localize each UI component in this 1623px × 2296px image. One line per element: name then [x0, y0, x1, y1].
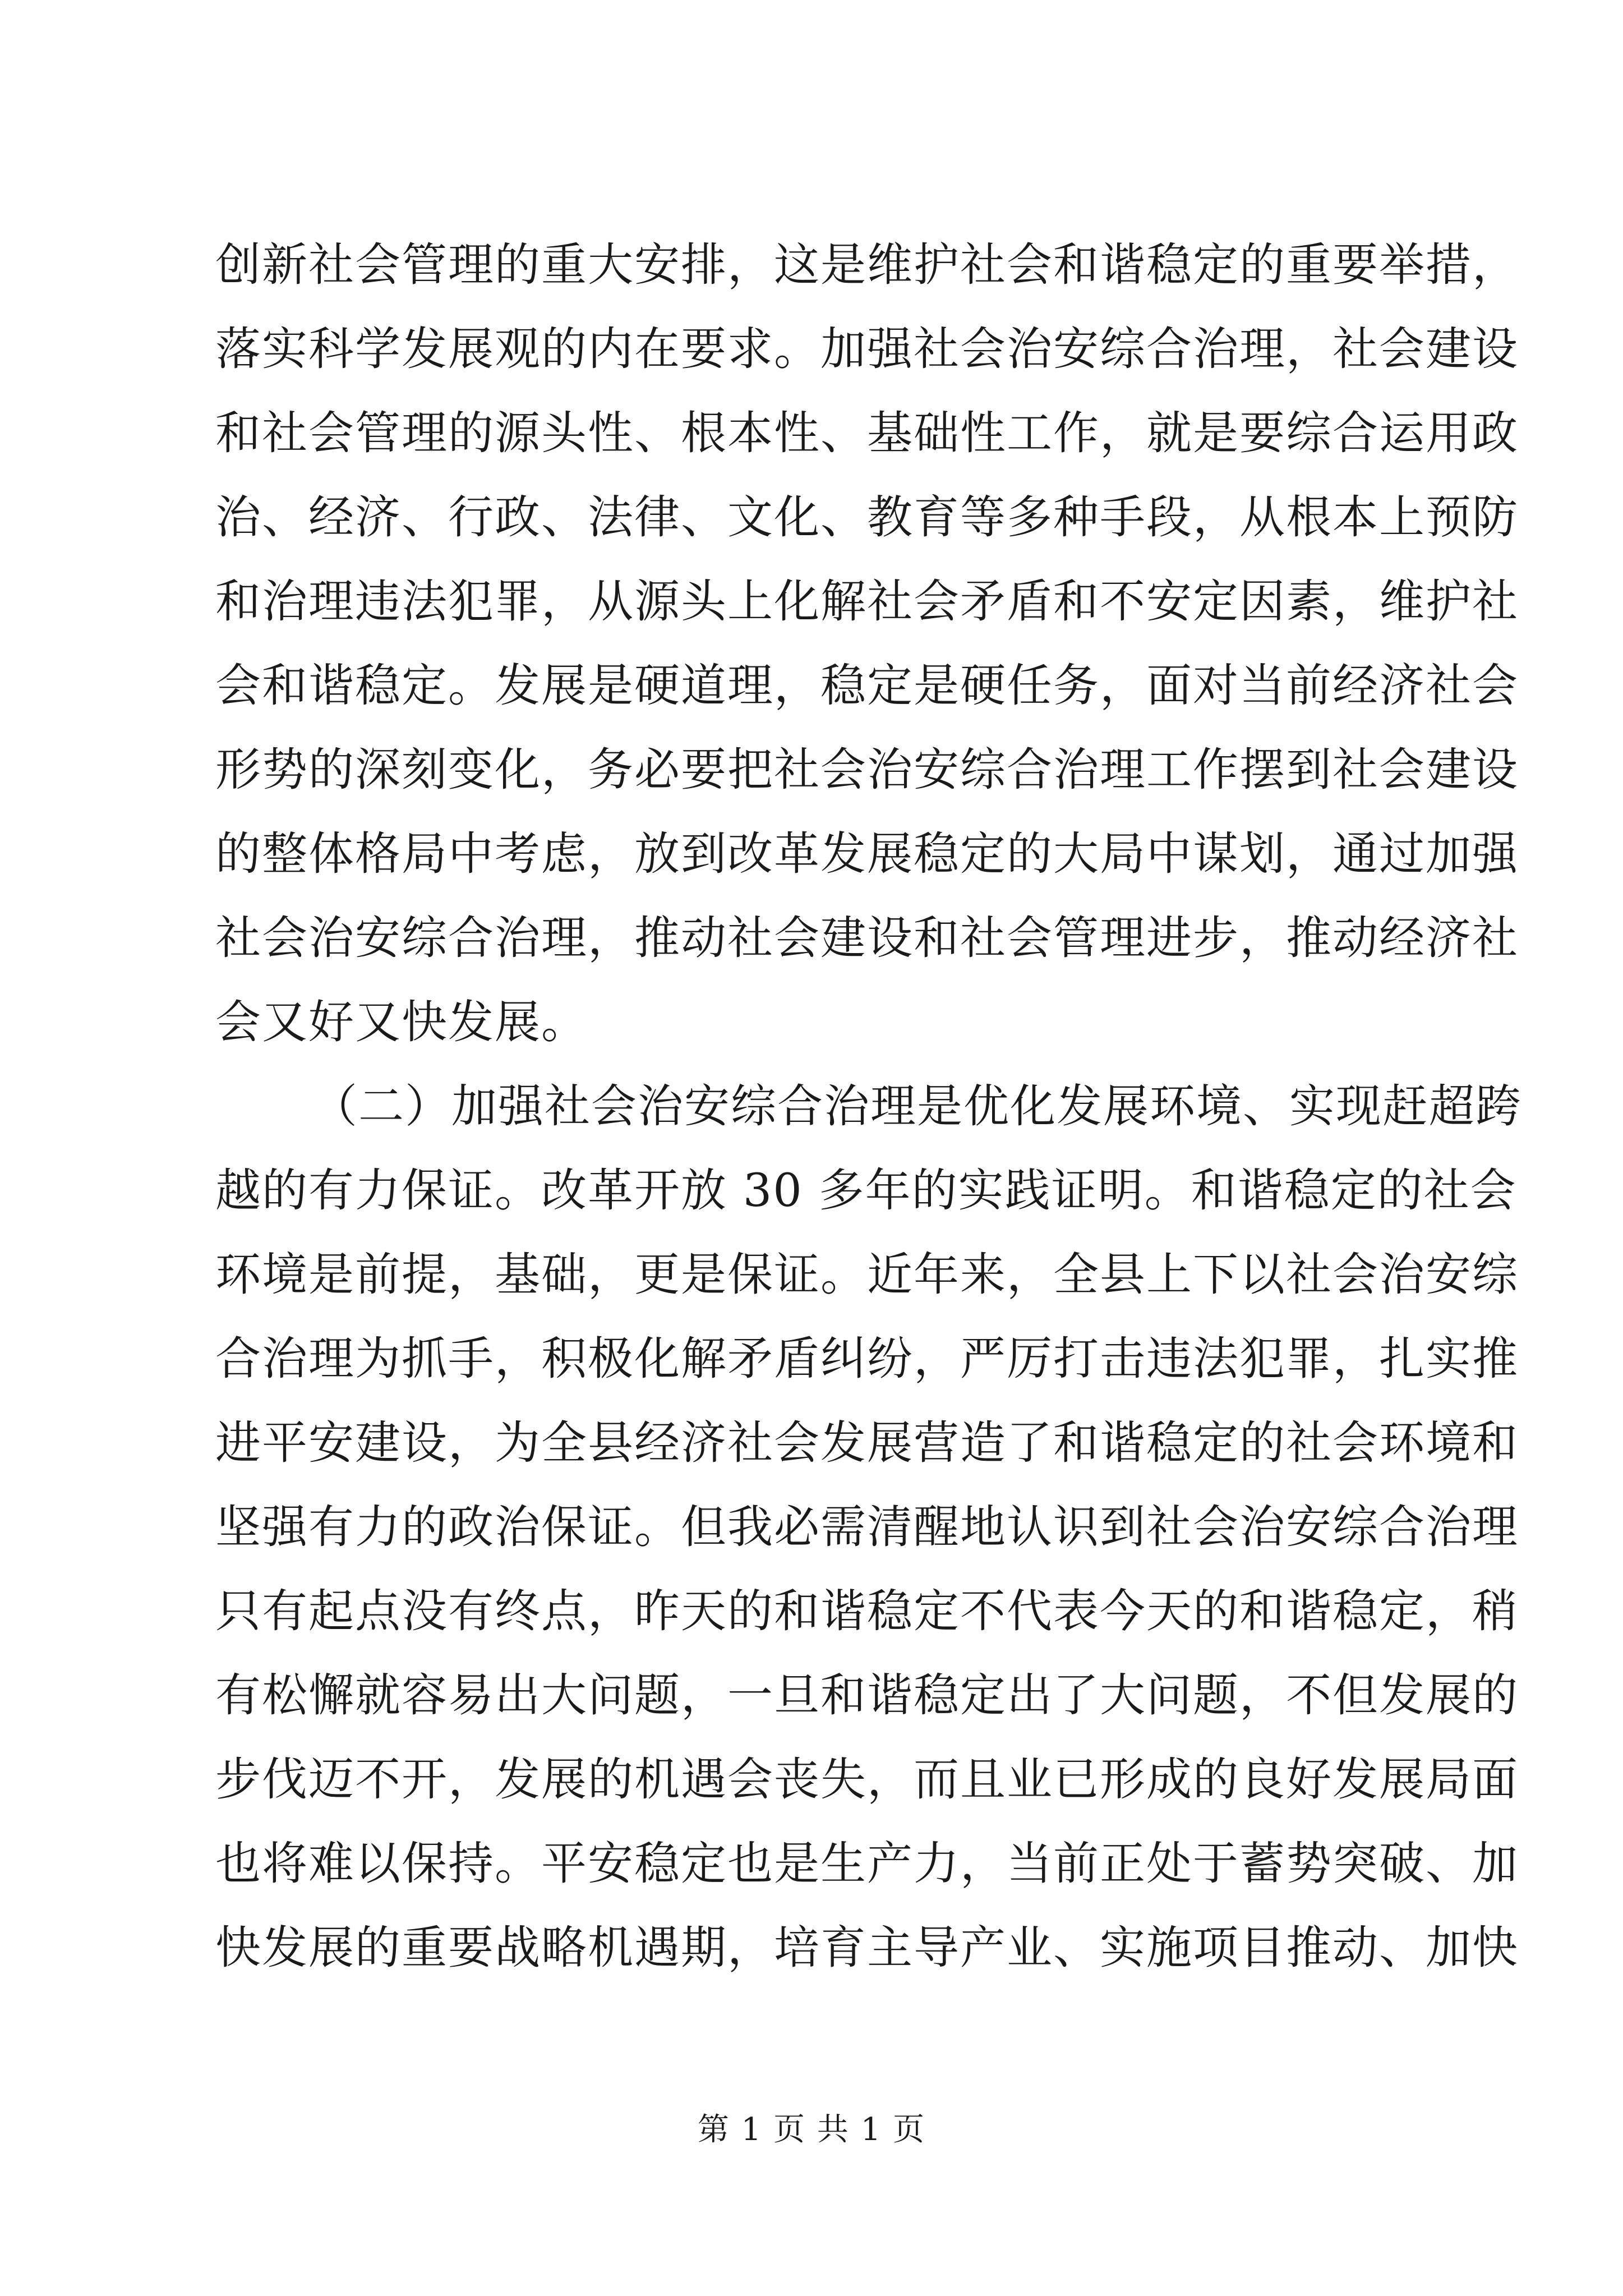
text-line: 和治理违法犯罪，从源头上化解社会矛盾和不安定因素，维护社 — [215, 576, 1519, 628]
text-line: （二）加强社会治安综合治理是优化发展环境、实现赶超跨 — [312, 1080, 1523, 1133]
paragraph-2 — [215, 1065, 1523, 1990]
text-line: 的整体格局中考虑，放到改革发展稳定的大局中谋划，通过加强 — [215, 828, 1519, 881]
text-line: 合治理为抓手，积极化解矛盾纠纷，严厉打击违法犯罪，扎实推 — [215, 1333, 1519, 1386]
text-line: 社会治安综合治理，推动社会建设和社会管理进步，推动经济社 — [215, 912, 1519, 965]
text-line: 形势的深刻变化，务必要把社会治安综合治理工作摆到社会建设 — [215, 744, 1519, 797]
text-line: 进平安建设，为全县经济社会发展营造了和谐稳定的社会环境和 — [215, 1417, 1519, 1470]
text-line: 治、经济、行政、法律、文化、教育等多种手段，从根本上预防 — [215, 491, 1519, 544]
text-line: 也将难以保持。平安稳定也是生产力，当前正处于蓄势突破、加 — [215, 1838, 1519, 1890]
text-line: 越的有力保证。改革开放 30 多年的实践证明。和谐稳定的社会 — [215, 1165, 1517, 1217]
paragraph-1 — [215, 223, 1519, 1065]
text-line: 落实科学发展观的内在要求。加强社会治安综合治理，社会建设 — [215, 323, 1519, 376]
text-line: 和社会管理的源头性、根本性、基础性工作，就是要综合运用政 — [215, 407, 1519, 460]
page-footer — [0, 2105, 1623, 2150]
text-line: 会又好又快发展。 — [215, 996, 588, 1049]
text-line: 创新社会管理的重大安排，这是维护社会和谐稳定的重要举措， — [215, 239, 1519, 292]
text-line: 有松懈就容易出大问题，一旦和谐稳定出了大问题，不但发展的 — [215, 1669, 1519, 1722]
text-line: 环境是前提，基础，更是保证。近年来，全县上下以社会治安综 — [215, 1249, 1519, 1301]
text-line: 只有起点没有终点，昨天的和谐稳定不代表今天的和谐稳定，稍 — [215, 1585, 1519, 1638]
page-number-indicator: 第 1 页 共 1 页 — [697, 2111, 926, 2148]
text-line: 坚强有力的政治保证。但我必需清醒地认识到社会治安综合治理 — [215, 1501, 1519, 1554]
text-line: 快发展的重要战略机遇期，培育主导产业、实施项目推动、加快 — [215, 1922, 1519, 1975]
text-line: 步伐迈不开，发展的机遇会丧失，而且业已形成的良好发展局面 — [215, 1754, 1519, 1806]
text-line: 会和谐稳定。发展是硬道理，稳定是硬任务，面对当前经济社会 — [215, 660, 1519, 712]
document-body — [215, 223, 1523, 1990]
